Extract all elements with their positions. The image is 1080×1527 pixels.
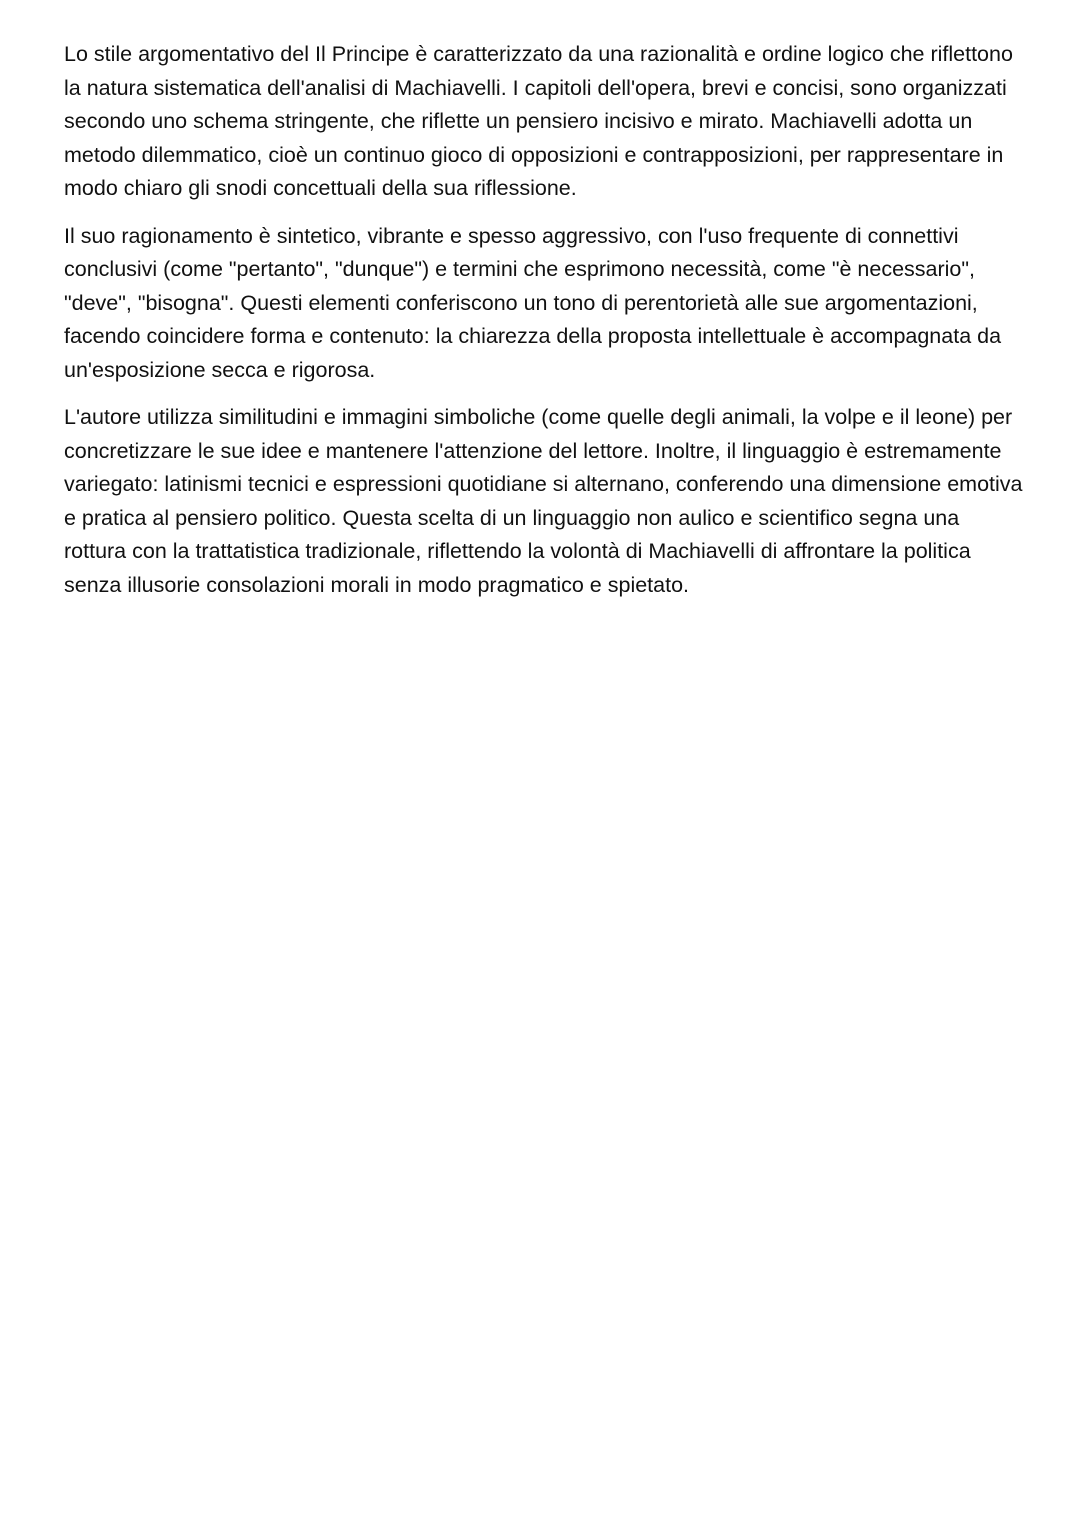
paragraph-language: L'autore utilizza similitudini e immagini simboliche (come quelle degli animali, la volpe e il leone) per concretizzare le sue idee e mantenere l'attenzione del lettore. Inoltre, il linguaggio è estremamente variegato: latinismi tecnici e espressioni quotidiane si alternano, conferendo una dimensione emotiva e pratica al pensiero politico. Questa scelta di un linguaggio non aulico e scientifico segna una rottura con la trattatistica tradizionale, riflettendo la volontà di Machiavelli di affrontare la politica senza illusorie consolazioni morali in modo pragmatico e spietato. xyxy=(64,405,1023,597)
document-body xyxy=(64,38,1024,616)
paragraph-style: Lo stile argomentativo del Il Principe è caratterizzato da una razionalità e ordine logico che riflettono la natura sistematica dell'analisi di Machiavelli. I capitoli dell'opera, brevi e concisi, sono organizzati secondo uno schema stringente, che riflette un pensiero incisivo e mirato. Machiavelli adotta un metodo dilemmatico, cioè un continuo gioco di opposizioni e contrapposizioni, per rappresentare in modo chiaro gli snodi concettuali della sua riflessione. xyxy=(64,42,1013,200)
paragraph-reasoning: Il suo ragionamento è sintetico, vibrante e spesso aggressivo, con l'uso frequente di connettivi conclusivi (come "pertanto", "dunque") e termini che esprimono necessità, come "è necessario", "deve", "bisogna". Questi elementi conferiscono un tono di perentorietà alle sue argomentazioni, facendo coincidere forma e contenuto: la chiarezza della proposta intellettuale è accompagnata da un'esposizione secca e rigorosa. xyxy=(64,223,1002,382)
